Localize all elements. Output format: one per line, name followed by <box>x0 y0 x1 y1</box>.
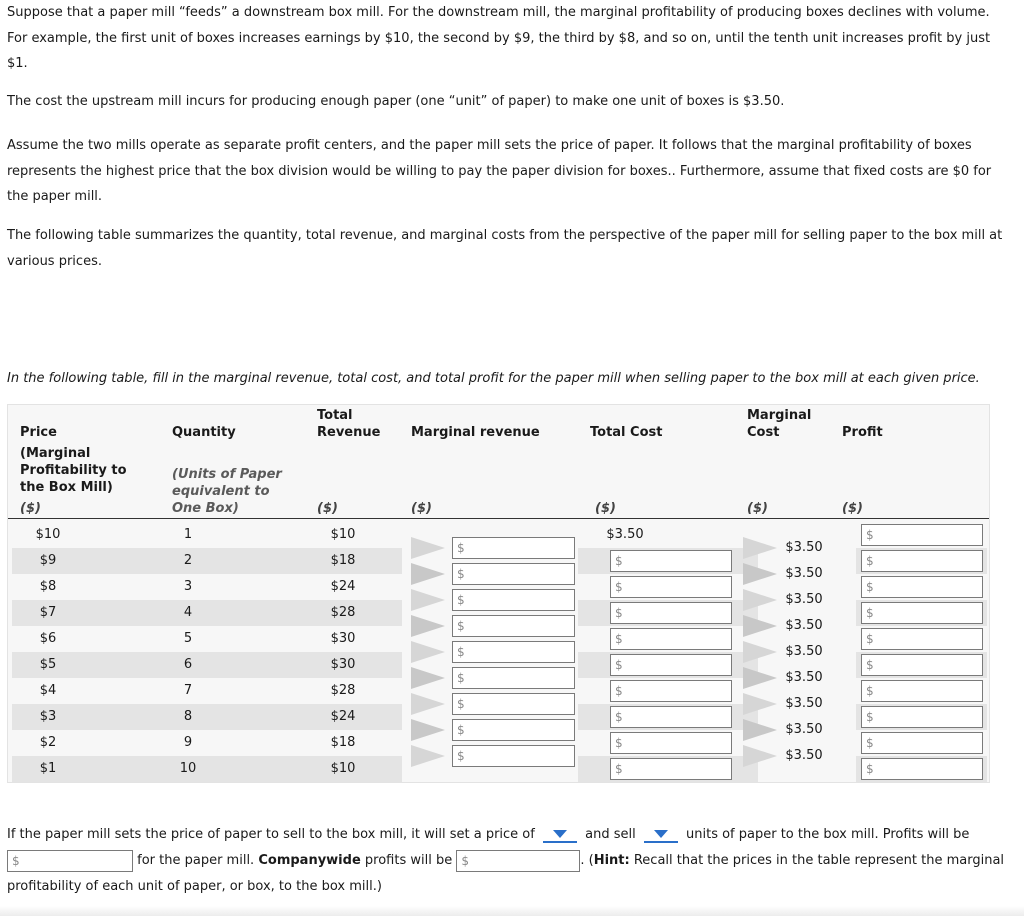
currency-symbol: $ <box>615 710 623 724</box>
hint-prefix: . ( <box>580 853 594 868</box>
header-total-revenue: Total Revenue <box>317 408 381 440</box>
currency-symbol: $ <box>866 658 874 672</box>
row-arrow-icon <box>743 693 777 715</box>
header-quantity: Quantity <box>172 425 236 440</box>
quantity-cell: 3 <box>183 579 193 594</box>
profit-input[interactable] <box>861 602 983 624</box>
question-part2: and sell <box>585 827 636 842</box>
quantity-cell: 10 <box>179 761 197 776</box>
price-cell: $2 <box>39 735 57 750</box>
currency-symbol: $ <box>866 632 874 646</box>
currency-symbol: $ <box>457 749 465 763</box>
total-cost-input[interactable] <box>610 550 732 572</box>
quantity-cell: 1 <box>183 527 193 542</box>
price-cell: $3 <box>39 709 57 724</box>
quantity-cell: 8 <box>183 709 193 724</box>
total-cost-input[interactable] <box>610 680 732 702</box>
intro-paragraph-4: The following table summarizes the quantity, total revenue, and marginal costs from the perspective of the paper mill for selling paper to the box mill at various prices. <box>7 228 1003 269</box>
row-arrow-icon <box>411 719 445 741</box>
row-arrow-icon <box>743 745 777 767</box>
total-cost-input[interactable] <box>610 758 732 780</box>
marginal-cost-cell: $3.50 <box>785 722 823 737</box>
total-cost-input[interactable] <box>610 602 732 624</box>
total-cost-cell: $3.50 <box>606 527 644 542</box>
units-dropdown[interactable] <box>644 827 678 843</box>
marginal-revenue-input[interactable] <box>452 667 575 689</box>
currency-symbol: $ <box>615 606 623 620</box>
profit-input[interactable] <box>861 680 983 702</box>
currency-symbol: $ <box>461 853 469 868</box>
currency-symbol: $ <box>866 762 874 776</box>
total-revenue-cell: $24 <box>330 579 356 594</box>
price-dropdown[interactable] <box>543 827 577 843</box>
total-revenue-cell: $18 <box>330 735 356 750</box>
row-arrow-icon <box>411 615 445 637</box>
quantity-cell: 9 <box>183 735 193 750</box>
total-revenue-cell: $10 <box>330 527 356 542</box>
total-revenue-cell: $30 <box>330 657 356 672</box>
marginal-cost-cell: $3.50 <box>785 670 823 685</box>
quantity-cell: 5 <box>183 631 193 646</box>
header-price: Price <box>20 425 57 440</box>
currency-symbol: $ <box>457 723 465 737</box>
table-instruction: In the following table, fill in the marginal revenue, total cost, and total profit for the paper mill when selling paper to the box mill at each given price. <box>7 371 980 386</box>
row-arrow-icon <box>743 641 777 663</box>
marginal-revenue-input[interactable] <box>452 589 575 611</box>
currency-symbol: $ <box>866 710 874 724</box>
marginal-cost-cell: $3.50 <box>785 618 823 633</box>
price-cell: $4 <box>39 683 57 698</box>
currency-symbol: $ <box>866 736 874 750</box>
row-arrow-icon <box>411 693 445 715</box>
marginal-cost-cell: $3.50 <box>785 540 823 555</box>
currency-symbol: $ <box>615 632 623 646</box>
profit-input[interactable] <box>861 732 983 754</box>
profit-input[interactable] <box>861 628 983 650</box>
currency-symbol: $ <box>615 658 623 672</box>
total-revenue-cell: $10 <box>330 761 356 776</box>
header-quantity-sub: (Units of Paper equivalent to One Box) <box>172 467 282 516</box>
currency-symbol: $ <box>615 684 623 698</box>
marginal-revenue-input[interactable] <box>452 537 575 559</box>
intro-paragraph-1: Suppose that a paper mill “feeds” a downstream box mill. For the downstream mill, the marginal profitability of producing boxes declines with volume. For example, the first unit of boxes increases earnings by $10, the second by $9, the third by $8, and so on, until the tenth unit increases profit by just $1. <box>7 5 991 71</box>
price-cell: $5 <box>39 657 57 672</box>
profit-input[interactable] <box>861 758 983 780</box>
row-arrow-icon <box>411 641 445 663</box>
paper-mill-profit-input[interactable] <box>7 850 133 872</box>
marginal-cost-cell: $3.50 <box>785 696 823 711</box>
hint-text: Recall that the prices in the table represent the marginal profitability of each unit of paper, or box, to the box mill.) <box>7 853 1005 894</box>
header-marginal-revenue: Marginal revenue <box>411 425 540 440</box>
currency-symbol: $ <box>866 554 874 568</box>
unit-profit: ($) <box>842 501 863 516</box>
total-cost-input[interactable] <box>610 706 732 728</box>
marginal-revenue-input[interactable] <box>452 693 575 715</box>
row-arrow-icon <box>411 563 445 585</box>
quantity-cell: 7 <box>183 683 193 698</box>
marginal-cost-cell: $3.50 <box>785 644 823 659</box>
row-arrow-icon <box>743 615 777 637</box>
currency-symbol: $ <box>457 567 465 581</box>
total-revenue-cell: $28 <box>330 605 356 620</box>
profit-input[interactable] <box>861 576 983 598</box>
total-revenue-cell: $30 <box>330 631 356 646</box>
total-revenue-cell: $28 <box>330 683 356 698</box>
unit-marginal-revenue: ($) <box>411 501 432 516</box>
marginal-revenue-input[interactable] <box>452 615 575 637</box>
row-arrow-icon <box>411 667 445 689</box>
currency-symbol: $ <box>457 697 465 711</box>
currency-symbol: $ <box>615 736 623 750</box>
quantity-cell: 4 <box>183 605 193 620</box>
currency-symbol: $ <box>615 762 623 776</box>
currency-symbol: $ <box>12 853 20 868</box>
price-cell: $10 <box>35 527 61 542</box>
profit-table <box>7 404 990 783</box>
total-revenue-cell: $18 <box>330 553 356 568</box>
row-arrow-icon <box>411 537 445 559</box>
currency-symbol: $ <box>457 671 465 685</box>
header-profit: Profit <box>842 425 883 440</box>
marginal-cost-cell: $3.50 <box>785 592 823 607</box>
currency-symbol: $ <box>615 580 623 594</box>
currency-symbol: $ <box>457 541 465 555</box>
currency-symbol: $ <box>866 580 874 594</box>
marginal-cost-cell: $3.50 <box>785 748 823 763</box>
currency-symbol: $ <box>615 554 623 568</box>
currency-symbol: $ <box>866 528 874 542</box>
profit-input[interactable] <box>861 550 983 572</box>
marginal-revenue-input[interactable] <box>452 745 575 767</box>
question-block <box>7 822 1007 900</box>
currency-symbol: $ <box>866 684 874 698</box>
price-cell: $7 <box>39 605 57 620</box>
row-arrow-icon <box>743 563 777 585</box>
companywide-profit-input[interactable] <box>456 850 580 872</box>
total-cost-input[interactable] <box>610 654 732 676</box>
quantity-cell: 2 <box>183 553 193 568</box>
footer-shadow <box>0 906 1024 916</box>
unit-total-cost: ($) <box>595 501 616 516</box>
total-cost-input[interactable] <box>610 576 732 598</box>
marginal-revenue-input[interactable] <box>452 563 575 585</box>
question-part4: for the paper mill. <box>137 853 255 868</box>
profit-input[interactable] <box>861 654 983 676</box>
price-cell: $9 <box>39 553 57 568</box>
unit-marginal-cost: ($) <box>747 501 768 516</box>
question-part1: If the paper mill sets the price of paper to sell to the box mill, it will set a price of <box>7 827 535 842</box>
profit-input[interactable] <box>861 706 983 728</box>
total-revenue-cell: $24 <box>330 709 356 724</box>
question-part3: units of paper to the box mill. Profits will be <box>686 827 970 842</box>
question-part5: profits will be <box>364 853 453 868</box>
row-arrow-icon <box>743 537 777 559</box>
price-cell: $8 <box>39 579 57 594</box>
currency-symbol: $ <box>866 606 874 620</box>
profit-input[interactable] <box>861 524 983 546</box>
quantity-cell: 6 <box>183 657 193 672</box>
row-arrow-icon <box>411 589 445 611</box>
currency-symbol: $ <box>457 645 465 659</box>
row-arrow-icon <box>411 745 445 767</box>
marginal-cost-cell: $3.50 <box>785 566 823 581</box>
total-cost-input[interactable] <box>610 628 732 650</box>
marginal-revenue-input[interactable] <box>452 641 575 663</box>
currency-symbol: $ <box>457 593 465 607</box>
companywide-label: Companywide <box>258 853 361 868</box>
header-marginal-cost: Marginal Cost <box>747 408 812 440</box>
intro-paragraph-3: Assume the two mills operate as separate profit centers, and the paper mill sets the price of paper. It follows that the marginal profitability of boxes represents the highest price that the box division would be willing to pay the paper division for boxes.. Furthermore, assume that fixed costs are $0 for the paper mill. <box>7 138 992 204</box>
header-divider <box>8 518 989 519</box>
header-total-cost: Total Cost <box>590 425 663 440</box>
marginal-revenue-input[interactable] <box>452 719 575 741</box>
price-cell: $6 <box>39 631 57 646</box>
unit-total-revenue: ($) <box>317 501 338 516</box>
row-arrow-icon <box>743 589 777 611</box>
total-cost-input[interactable] <box>610 732 732 754</box>
header-price-sub: (Marginal Profitability to the Box Mill) <box>20 446 127 495</box>
price-cell: $1 <box>39 761 57 776</box>
row-arrow-icon <box>743 667 777 689</box>
currency-symbol: $ <box>457 619 465 633</box>
unit-price: ($) <box>20 501 41 516</box>
row-arrow-icon <box>743 719 777 741</box>
hint-label: Hint: <box>593 853 630 868</box>
intro-paragraph-2: The cost the upstream mill incurs for producing enough paper (one “unit” of paper) to make one unit of boxes is $3.50. <box>7 94 785 109</box>
